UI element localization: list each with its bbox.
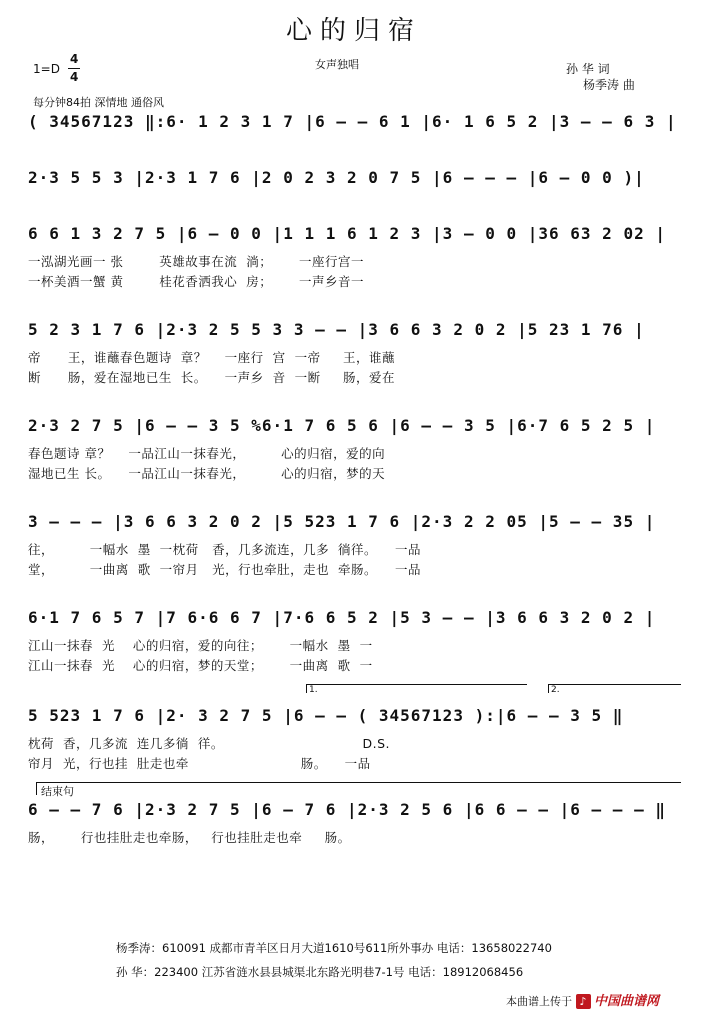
site-logo-icon: ♪ [576,994,591,1009]
lyric-line-7-verse-2: 江山一抹春 光 心的归宿，梦的天堂； 一曲离 歌 一 [28,658,373,673]
page-title: 心的归宿 [285,16,422,46]
staff-line-7 [28,608,688,678]
lyric-line-9-verse-1: 肠， 行也挂肚走也牵肠， 行也挂肚走也牵 肠。 [28,830,351,845]
time-signature-top: 4 [70,52,79,66]
time-signature-bottom: 4 [70,70,79,84]
staff-line-5 [28,416,688,486]
notes-line-5: 2·3 2 7 5 |6 — — 3 5 %6·1 7 6 5 6 |6 — — 3 5 |6·7 6 5 2 5 | [28,416,656,435]
upload-label: 本曲谱上传于 [506,995,572,1008]
lyric-line-8-verse-1: 枕荷 香，几多流 连几多徜 徉。 D.S. [28,736,391,751]
lyric-line-7-verse-1: 江山一抹春 光 心的归宿，爱的向往； 一幅水 墨 一 [28,638,373,653]
staff-line-3 [28,224,688,294]
site-logo-name: 曲谱网 [620,994,660,1009]
notes-line-9: 6 — — 7 6 |2·3 2 7 5 |6 — 7 6 |2·3 2 5 6 |6 6 — — |6 — — — ‖ [28,800,666,819]
lyric-line-5-verse-2: 湿地已生 长。 一品江山一抹春光， 心的归宿，梦的天 [28,466,386,481]
upload-notice [506,990,659,1009]
notes-line-4: 5 2 3 1 7 6 |2·3 2 5 5 3 3 — — |3 6 6 3 2 0 2 |5 23 1 76 | [28,320,645,339]
site-logo-cn: 中国 [594,994,621,1009]
staff-line-1 [28,112,688,142]
notes-line-8: 5 523 1 7 6 |2· 3 2 7 5 |6 — — ( 34567123 ):|6 — — 3 5 ‖ [28,706,624,725]
staff-line-6 [28,512,688,582]
key-signature: 1=D [33,62,60,76]
staff-line-2 [28,168,688,198]
contact-lyricist: 孙 华：223400 江苏省涟水县县城渠北东路光明巷7-1号 电话：18912068456 [116,965,524,979]
notes-line-3: 6 6 1 3 2 7 5 |6 — 0 0 |1 1 1 6 1 2 3 |3 — 0 0 |36 63 2 02 | [28,224,666,243]
lyric-line-8-verse-2: 帘月 光，行也挂 肚走也牵 肠。 一品 [28,756,371,771]
notes-line-1: ( 34567123 ‖:6· 1 2 3 1 7 |6 — — 6 1 |6· 1 6 5 2 |3 — — 6 3 | [28,112,677,131]
volta-bracket-2: 2. [548,684,681,693]
tempo-marking: 每分钟84拍 深情地 通俗风 [33,96,164,109]
lyric-line-4-verse-2: 断 肠，爱在湿地已生 长。 一声乡 音 一断 肠，爱在 [28,370,395,385]
lyricist: 孙 华 词 [566,62,610,76]
performance-type: 女声独唱 [315,58,359,71]
coda-label: 结束句 [36,782,681,795]
lyric-line-3-verse-2: 一杯美酒一蟹 黄 桂花香洒我心 房； 一声乡音一 [28,274,365,289]
notes-line-6: 3 — — — |3 6 6 3 2 0 2 |5 523 1 7 6 |2·3 2 2 05 |5 — — 35 | [28,512,656,531]
composer: 杨季涛 曲 [583,78,635,92]
lyric-line-5-verse-1: 春色题诗 章？ 一品江山一抹春光， 心的归宿，爱的向 [28,446,386,461]
staff-line-9 [28,800,688,850]
volta-bracket-1: 1. [306,684,527,693]
lyric-line-4-verse-1: 帝 王，谁蘸春色题诗 章？ 一座行 宫 一帝 王，谁蘸 [28,350,395,365]
lyric-line-3-verse-1: 一泓湖光画一 张 英雄故事在流 淌； 一座行宫一 [28,254,365,269]
time-signature-line [68,68,80,69]
lyric-line-6-verse-2: 堂， 一曲离 歌 一帘月 光，行也牵肚，走也 牵肠。 一品 [28,562,421,577]
notes-line-2: 2·3 5 5 3 |2·3 1 7 6 |2 0 2 3 2 0 7 5 |6 — — — |6 — 0 0 )| [28,168,645,187]
staff-line-8 [28,706,688,776]
lyric-line-6-verse-1: 往， 一幅水 墨 一枕荷 香，几多流连，几多 徜徉。 一品 [28,542,421,557]
notes-line-7: 6·1 7 6 5 7 |7 6·6 6 7 |7·6 6 5 2 |5 3 — — |3 6 6 3 2 0 2 | [28,608,656,627]
contact-composer: 杨季涛：610091 成都市青羊区日月大道1610号611所外事办 电话：13658022740 [116,941,552,955]
staff-line-4 [28,320,688,390]
